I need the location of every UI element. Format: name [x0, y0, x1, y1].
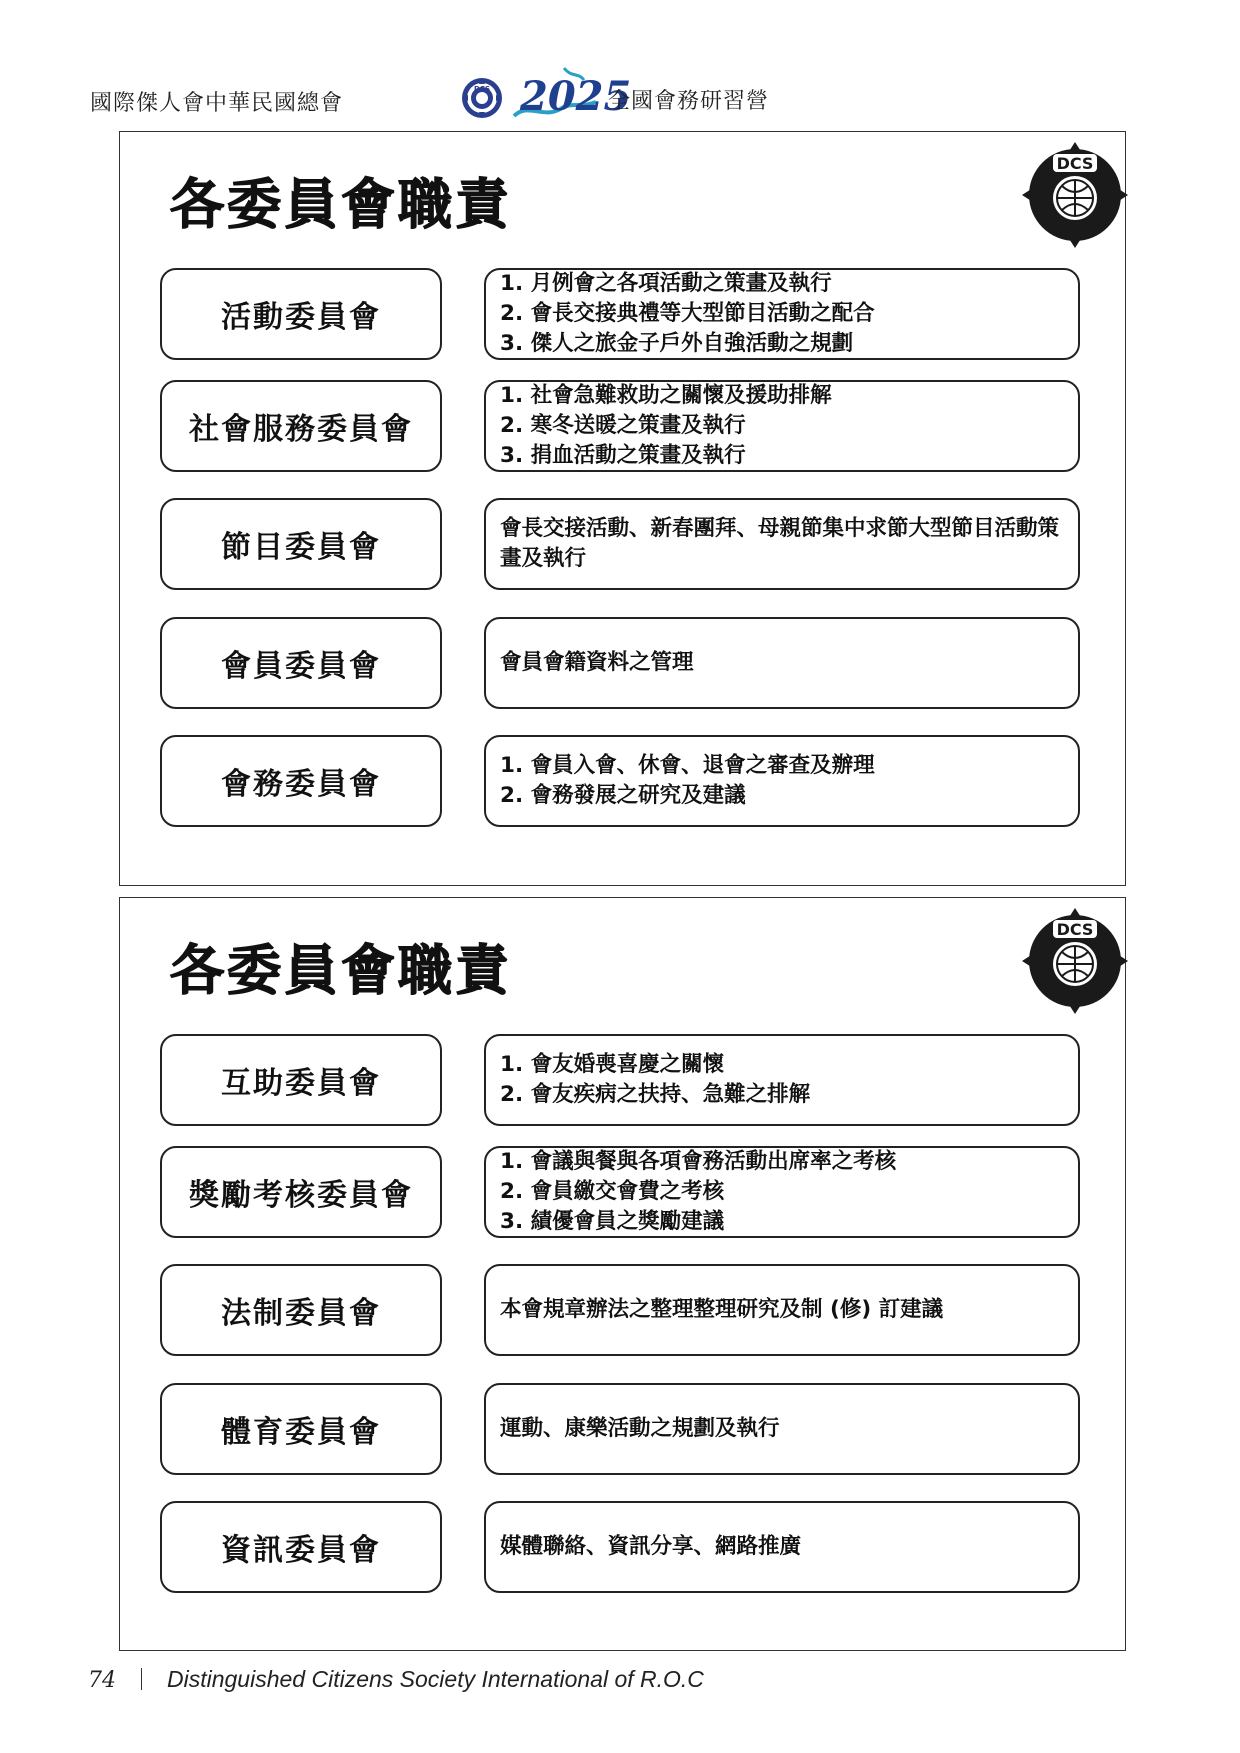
dcs-logo-icon: [1020, 906, 1130, 1016]
committee-name: 法制委員會: [160, 1264, 442, 1356]
panel-title: 各委員會職責: [170, 939, 512, 1002]
duty-line: 2. 會員繳交會費之考核: [500, 1179, 725, 1204]
committee-duties: [484, 498, 1080, 590]
duty-line: 媒體聯絡、資訊分享、網路推廣: [500, 1534, 802, 1559]
duty-line: 本會規章辦法之整理整理研究及制 (修) 訂建議: [500, 1297, 944, 1322]
committee-row: [160, 735, 1080, 829]
committee-name: 體育委員會: [160, 1383, 442, 1475]
committee-duties: [484, 1146, 1080, 1238]
committee-panel-2: [119, 897, 1126, 1651]
committee-name: 獎勵考核委員會: [160, 1146, 442, 1238]
committee-row: [160, 1034, 1080, 1128]
committee-duties: [484, 380, 1080, 472]
page-footer: [88, 1666, 704, 1693]
committee-row: [160, 1501, 1080, 1595]
duty-line: 3. 績優會員之獎勵建議: [500, 1209, 725, 1234]
committee-row: [160, 1383, 1080, 1477]
svg-text:DCS: DCS: [1056, 920, 1094, 939]
duty-line: 3. 傑人之旅金子戶外自強活動之規劃: [500, 331, 854, 356]
duty-line: 2. 會友疾病之扶持、急難之排解: [500, 1082, 811, 1107]
page-header: [90, 62, 990, 134]
duty-line: 1. 會員入會、休會、退會之審查及辦理: [500, 753, 875, 778]
duty-line: 會長交接活動、新春團拜、母親節集中求節大型節目活動策畫及執行: [500, 516, 1060, 571]
committee-name: 資訊委員會: [160, 1501, 442, 1593]
svg-text:2025: 2025: [520, 73, 632, 120]
svg-text:DCS: DCS: [473, 85, 491, 93]
committee-duties: [484, 735, 1080, 827]
committee-duties: [484, 1034, 1080, 1126]
committee-row: [160, 268, 1080, 362]
duty-line: 3. 捐血活動之策畫及執行: [500, 443, 746, 468]
year-logo: [510, 62, 632, 126]
svg-text:DCS: DCS: [1056, 154, 1094, 173]
duty-line: 1. 月例會之各項活動之策畫及執行: [500, 271, 832, 296]
duty-line: 1. 會友婚喪喜慶之關懷: [500, 1052, 725, 1077]
panel-title: 各委員會職責: [170, 173, 512, 236]
committee-name: 活動委員會: [160, 268, 442, 360]
dcs-logo-icon: [1020, 140, 1130, 250]
committee-name: 互助委員會: [160, 1034, 442, 1126]
duty-line: 運動、康樂活動之規劃及執行: [500, 1416, 780, 1441]
duty-line: 2. 寒冬送暖之策畫及執行: [500, 413, 746, 438]
organization-seal-icon: [460, 76, 504, 120]
committee-panel-1: [119, 131, 1126, 886]
footer-divider: [141, 1668, 142, 1690]
committee-duties: [484, 1501, 1080, 1593]
committee-row: [160, 617, 1080, 711]
organization-name: 國際傑人會中華民國總會: [90, 91, 344, 116]
duty-line: 1. 社會急難救助之關懷及援助排解: [500, 383, 832, 408]
committee-name: 節目委員會: [160, 498, 442, 590]
duty-line: 會員會籍資料之管理: [500, 650, 694, 675]
duty-line: 2. 會長交接典禮等大型節目活動之配合: [500, 301, 875, 326]
committee-name: 社會服務委員會: [160, 380, 442, 472]
committee-duties: [484, 1383, 1080, 1475]
publication-name: Distinguished Citizens Society International of R.O.C: [167, 1666, 704, 1692]
committee-row: [160, 1146, 1080, 1240]
event-name: 全國會務研習營: [608, 89, 770, 114]
committee-row: [160, 380, 1080, 474]
committee-duties: [484, 617, 1080, 709]
committee-duties: [484, 1264, 1080, 1356]
committee-name: 會務委員會: [160, 735, 442, 827]
duty-line: 2. 會務發展之研究及建議: [500, 783, 746, 808]
page-number: 74: [88, 1668, 116, 1693]
committee-row: [160, 498, 1080, 592]
committee-row: [160, 1264, 1080, 1358]
committee-duties: [484, 268, 1080, 360]
committee-name: 會員委員會: [160, 617, 442, 709]
duty-line: 1. 會議與餐與各項會務活動出席率之考核: [500, 1149, 897, 1174]
